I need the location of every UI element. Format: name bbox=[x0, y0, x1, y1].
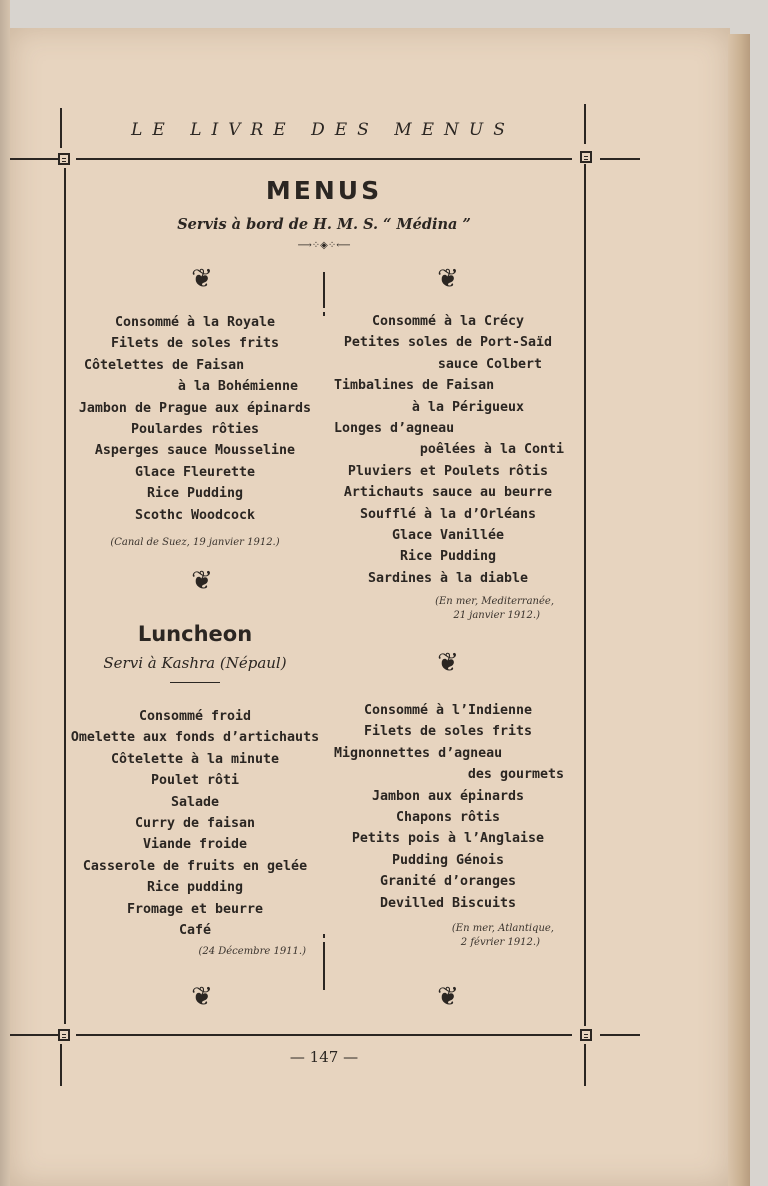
menu-item: Consommé froid bbox=[138, 709, 252, 724]
page-number: — 147 — bbox=[289, 1048, 359, 1066]
floral-ornament-icon: ❦ bbox=[437, 648, 459, 678]
menu-item: Pluviers et Poulets rôtis bbox=[347, 463, 549, 479]
menu-note: (En mer, Mediterranée, bbox=[435, 596, 554, 608]
menu-item: Asperges sauce Mousseline bbox=[94, 443, 296, 459]
menu-item: Jambon aux épinards bbox=[371, 788, 525, 804]
menu-item: des gourmets bbox=[467, 767, 564, 783]
menu-note: 21 janvier 1912.) bbox=[453, 610, 540, 622]
menu-item: Consommé à la Crécy bbox=[371, 314, 525, 329]
frame-top-right-stub bbox=[600, 158, 640, 160]
right-menu-1 bbox=[332, 311, 564, 623]
menu-item: Soufflé à la d’Orléans bbox=[359, 506, 537, 522]
frame-tick-top-left bbox=[60, 108, 62, 148]
menu-note: (Canal de Suez, 19 janvier 1912.) bbox=[110, 536, 280, 548]
frame-tick-top-right bbox=[584, 104, 586, 144]
menu-item: Sardines à la diable bbox=[367, 570, 529, 586]
corner-ornament-icon bbox=[58, 153, 70, 165]
menu-item: Scothc Woodcock bbox=[134, 507, 256, 523]
corner-ornament-icon bbox=[580, 151, 592, 163]
menu-item: Poulet rôti bbox=[150, 773, 240, 789]
menu-item: poêlées à la Conti bbox=[419, 442, 564, 458]
short-rule bbox=[170, 682, 220, 683]
menu-note: (En mer, Atlantique, bbox=[451, 922, 554, 934]
menu-item: Glace Vanillée bbox=[391, 527, 505, 543]
frame-top-rule bbox=[76, 158, 572, 160]
menu-item: Artichauts sauce au beurre bbox=[343, 485, 553, 501]
menu-item: Timbalines de Faisan bbox=[334, 378, 495, 394]
book-gutter bbox=[0, 0, 10, 1186]
menu-item: sauce Colbert bbox=[437, 356, 542, 372]
menu-item: Glace Fleurette bbox=[134, 464, 256, 480]
menus-subtitle: Servis à bord de H. M. S. “ Médina ” bbox=[177, 216, 471, 233]
menu-item: Granité d’oranges bbox=[379, 874, 517, 890]
left-menu-2 bbox=[70, 706, 320, 959]
menu-item: Longes d’agneau bbox=[334, 420, 455, 436]
floral-ornament-icon: ❦ bbox=[191, 264, 213, 294]
flourish-icon: ⟶⁘◈⁘⟵ bbox=[297, 240, 351, 251]
menu-item: Côtelettes de Faisan bbox=[84, 357, 245, 373]
floral-ornament-icon: ❦ bbox=[191, 982, 213, 1012]
page-edge bbox=[728, 34, 750, 1186]
menu-item: à la Périgueux bbox=[411, 399, 524, 415]
corner-ornament-icon bbox=[580, 1029, 592, 1041]
menu-item: Chapons rôtis bbox=[395, 809, 501, 825]
luncheon-heading bbox=[70, 622, 320, 683]
frame-bottom-left-stub bbox=[10, 1034, 58, 1036]
menu-item: Rice Pudding bbox=[399, 549, 497, 565]
right-menu-2 bbox=[332, 700, 564, 950]
menu-item: Omelette aux fonds d’artichauts bbox=[70, 730, 320, 746]
frame-right-rule bbox=[584, 164, 586, 1026]
menus-title: MENUS bbox=[265, 176, 383, 205]
menu-note: (24 Décembre 1911.) bbox=[198, 946, 306, 958]
menu-item: Devilled Biscuits bbox=[379, 895, 517, 911]
menu-item: Filets de soles frits bbox=[363, 724, 533, 740]
floral-ornament-icon: ❦ bbox=[437, 982, 459, 1012]
corner-ornament-icon bbox=[58, 1029, 70, 1041]
menu-item: Petites soles de Port-Saïd bbox=[343, 335, 553, 351]
floral-ornament-icon: ❦ bbox=[191, 566, 213, 596]
running-title: LE LIVRE DES MENUS bbox=[131, 120, 515, 140]
menu-item: Salade bbox=[170, 794, 220, 810]
menu-note: 2 février 1912.) bbox=[460, 936, 540, 948]
menu-item: Rice Pudding bbox=[146, 486, 244, 502]
menu-item: Café bbox=[178, 922, 212, 938]
menu-item: Viande froide bbox=[142, 837, 248, 853]
menu-item: à la Bohémienne bbox=[177, 379, 298, 395]
menu-item: Curry de faisan bbox=[134, 815, 256, 831]
menu-item: Pudding Génois bbox=[391, 852, 505, 868]
luncheon-title: Luncheon bbox=[137, 622, 253, 646]
menu-item: Poulardes rôties bbox=[130, 421, 260, 437]
frame-top-left-stub bbox=[10, 158, 58, 160]
menu-item: Petits pois à l’Anglaise bbox=[351, 831, 545, 847]
frame-bottom-right-stub bbox=[600, 1034, 640, 1036]
menu-item: Casserole de fruits en gelée bbox=[82, 858, 308, 874]
menu-item: Côtelette à la minute bbox=[110, 751, 280, 767]
menu-item: Consommé à l’Indienne bbox=[363, 703, 533, 718]
floral-ornament-icon: ❦ bbox=[437, 264, 459, 294]
frame-left-rule bbox=[64, 168, 66, 1024]
frame-bottom-rule bbox=[76, 1034, 572, 1036]
luncheon-subtitle: Servi à Kashra (Népaul) bbox=[103, 654, 287, 672]
menu-item: Fromage et beurre bbox=[126, 901, 264, 917]
menu-item: Consommé à la Royale bbox=[114, 315, 276, 330]
menu-item: Filets de soles frits bbox=[110, 336, 280, 352]
menu-item: Rice pudding bbox=[146, 880, 244, 896]
menu-item: Jambon de Prague aux épinards bbox=[78, 400, 312, 416]
menu-item: Mignonnettes d’agneau bbox=[334, 745, 503, 761]
left-menu-1 bbox=[70, 312, 320, 550]
